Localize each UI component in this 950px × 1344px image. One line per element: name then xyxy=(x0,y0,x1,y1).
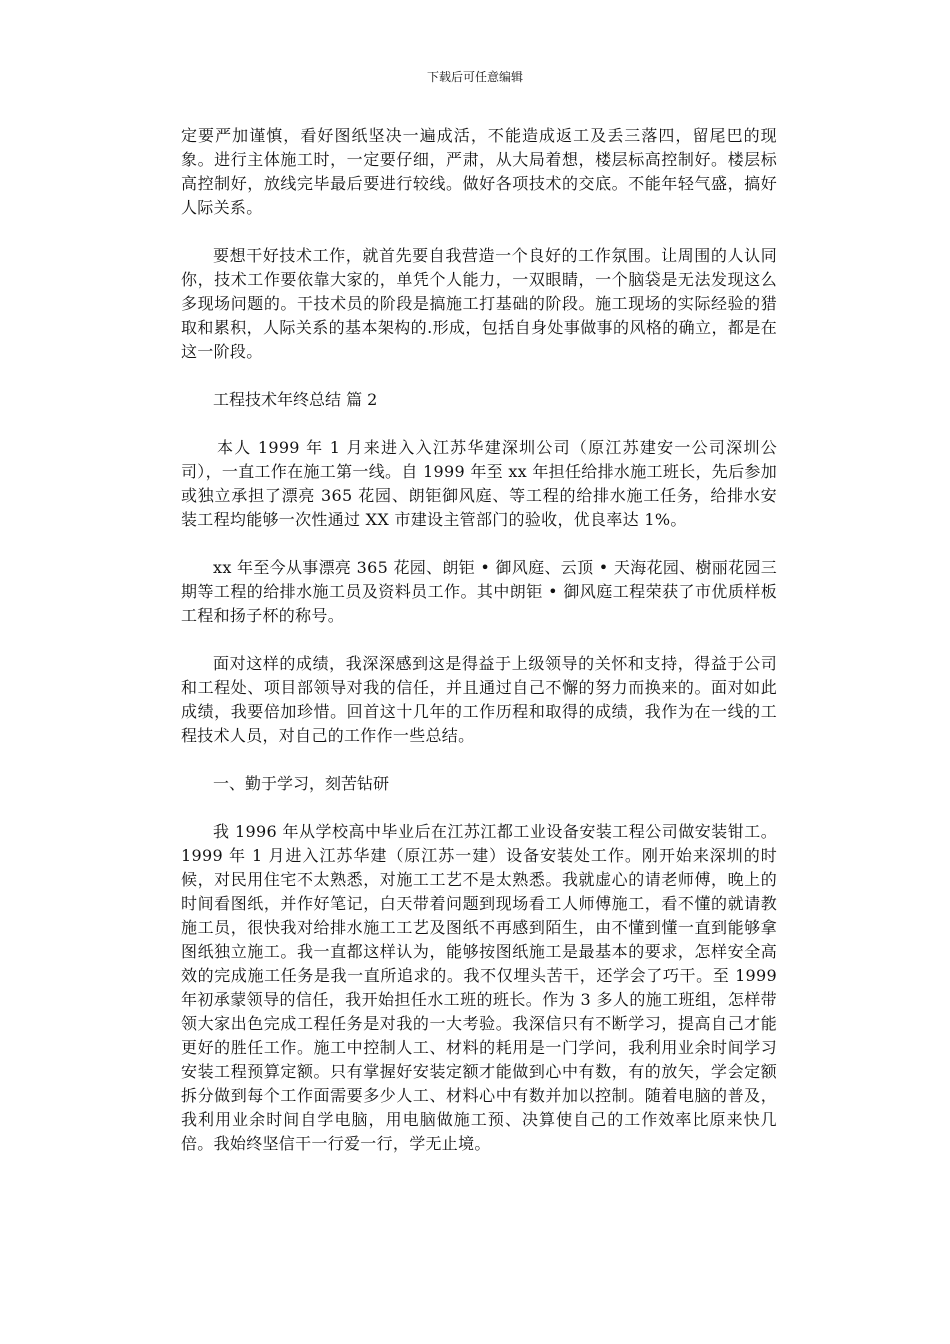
paragraph-achievements: 面对这样的成绩，我深深感到这是得益于上级领导的关怀和支持，得益于公司和工程处、项目部领导对我的信任，并且通过自己不懈的努力而换来的。面对如此成绩，我要倍加珍惜。回首这十几年的工作历程和取得的成绩，我作为在一线的工程技术人员，对自己的工作作一些总结。 xyxy=(181,654,777,745)
document-body xyxy=(181,124,777,1180)
paragraph-continued-precautions: 定要严加谨慎，看好图纸坚决一遍成活，不能造成返工及丢三落四，留尾巴的现象。进行主体施工时，一定要仔细，严肃，从大局着想，楼层标高控制好。楼层标高控制好，放线完毕最后要进行较线。做好各项技术的交底。不能年轻气盛，搞好人际关系。 xyxy=(181,126,777,217)
paragraph-work-atmosphere: 要想干好技术工作，就首先要自我营造一个良好的工作氛围。让周围的人认同你，技术工作要依靠大家的，单凭个人能力，一双眼睛，一个脑袋是无法发现这么多现场问题的。干技术员的阶段是搞施工打基础的阶段。施工现场的实际经验的猎取和累积，人际关系的基本架构的.形成，包括自身处事做事的风格的确立，都是在这一阶段。 xyxy=(181,246,777,361)
page-header-watermark: 下载后可任意编辑 xyxy=(426,70,523,84)
paragraph-projects: xx 年至今从事漂亮 365 花园、朗钜 • 御风庭、云顶 • 天海花园、樹丽花园三期等工程的给排水施工员及资料员工作。其中朗钜 • 御风庭工程荣获了市优质样板工程和扬子杯的称号。 xyxy=(181,558,777,625)
section-title-part-2: 工程技术年终总结 篇 2 xyxy=(213,390,378,409)
section-heading-study: 一、勤于学习，刻苦钻研 xyxy=(213,774,390,793)
paragraph-study-detail: 我 1996 年从学校高中毕业后在江苏江都工业设备安装工程公司做安装钳工。1999 年 1 月进入江苏华建（原江苏一建）设备安装处工作。刚开始来深圳的时候，对民用住宅不太熟悉，对施工工艺不是太熟悉。我就虚心的请老师傅，晚上的时间看图纸，并作好笔记，白天带着问题到现场看工人师傅施工，看不懂的就请教施工员，很快我对给排水施工工艺及图纸不再感到陌生，由不懂到懂一直到能够拿图纸独立施工。我一直都这样认为，能够按图纸施工是最基本的要求，怎样安全高效的完成施工任务是我一直所追求的。我不仅埋头苦干，还学会了巧干。至 1999 年初承蒙领导的信任，我开始担任水工班的班长。作为 3 多人的施工班组，怎样带领大家出色完成工程任务是对我的一大考验。我深信只有不断学习，提高自己才能更好的胜任工作。施工中控制人工、材料的耗用是一门学问，我利用业余时间学习安装工程预算定额。只有掌握好安装定额才能做到心中有数，有的放矢，学会定额拆分做到每个工作面需要多少人工、材料心中有数并加以控制。随着电脑的普及，我利用业余时间自学电脑，用电脑做施工预、决算使自己的工作效率比原来快几倍。我始终坚信干一行爱一行，学无止境。 xyxy=(181,822,777,1153)
paragraph-personal-history: 本人 1999 年 1 月来进入入江苏华建深圳公司（原江苏建安一公司深圳公司），一直工作在施工第一线。自 1999 年至 xx 年担任给排水施工班长，先后参加或独立承担了漂亮 365 花园、朗钜御风庭、等工程的给排水施工任务，给排水安装工程均能够一次性通过 XX 市建设主管部门的验收，优良率达 1%。 xyxy=(181,438,777,529)
